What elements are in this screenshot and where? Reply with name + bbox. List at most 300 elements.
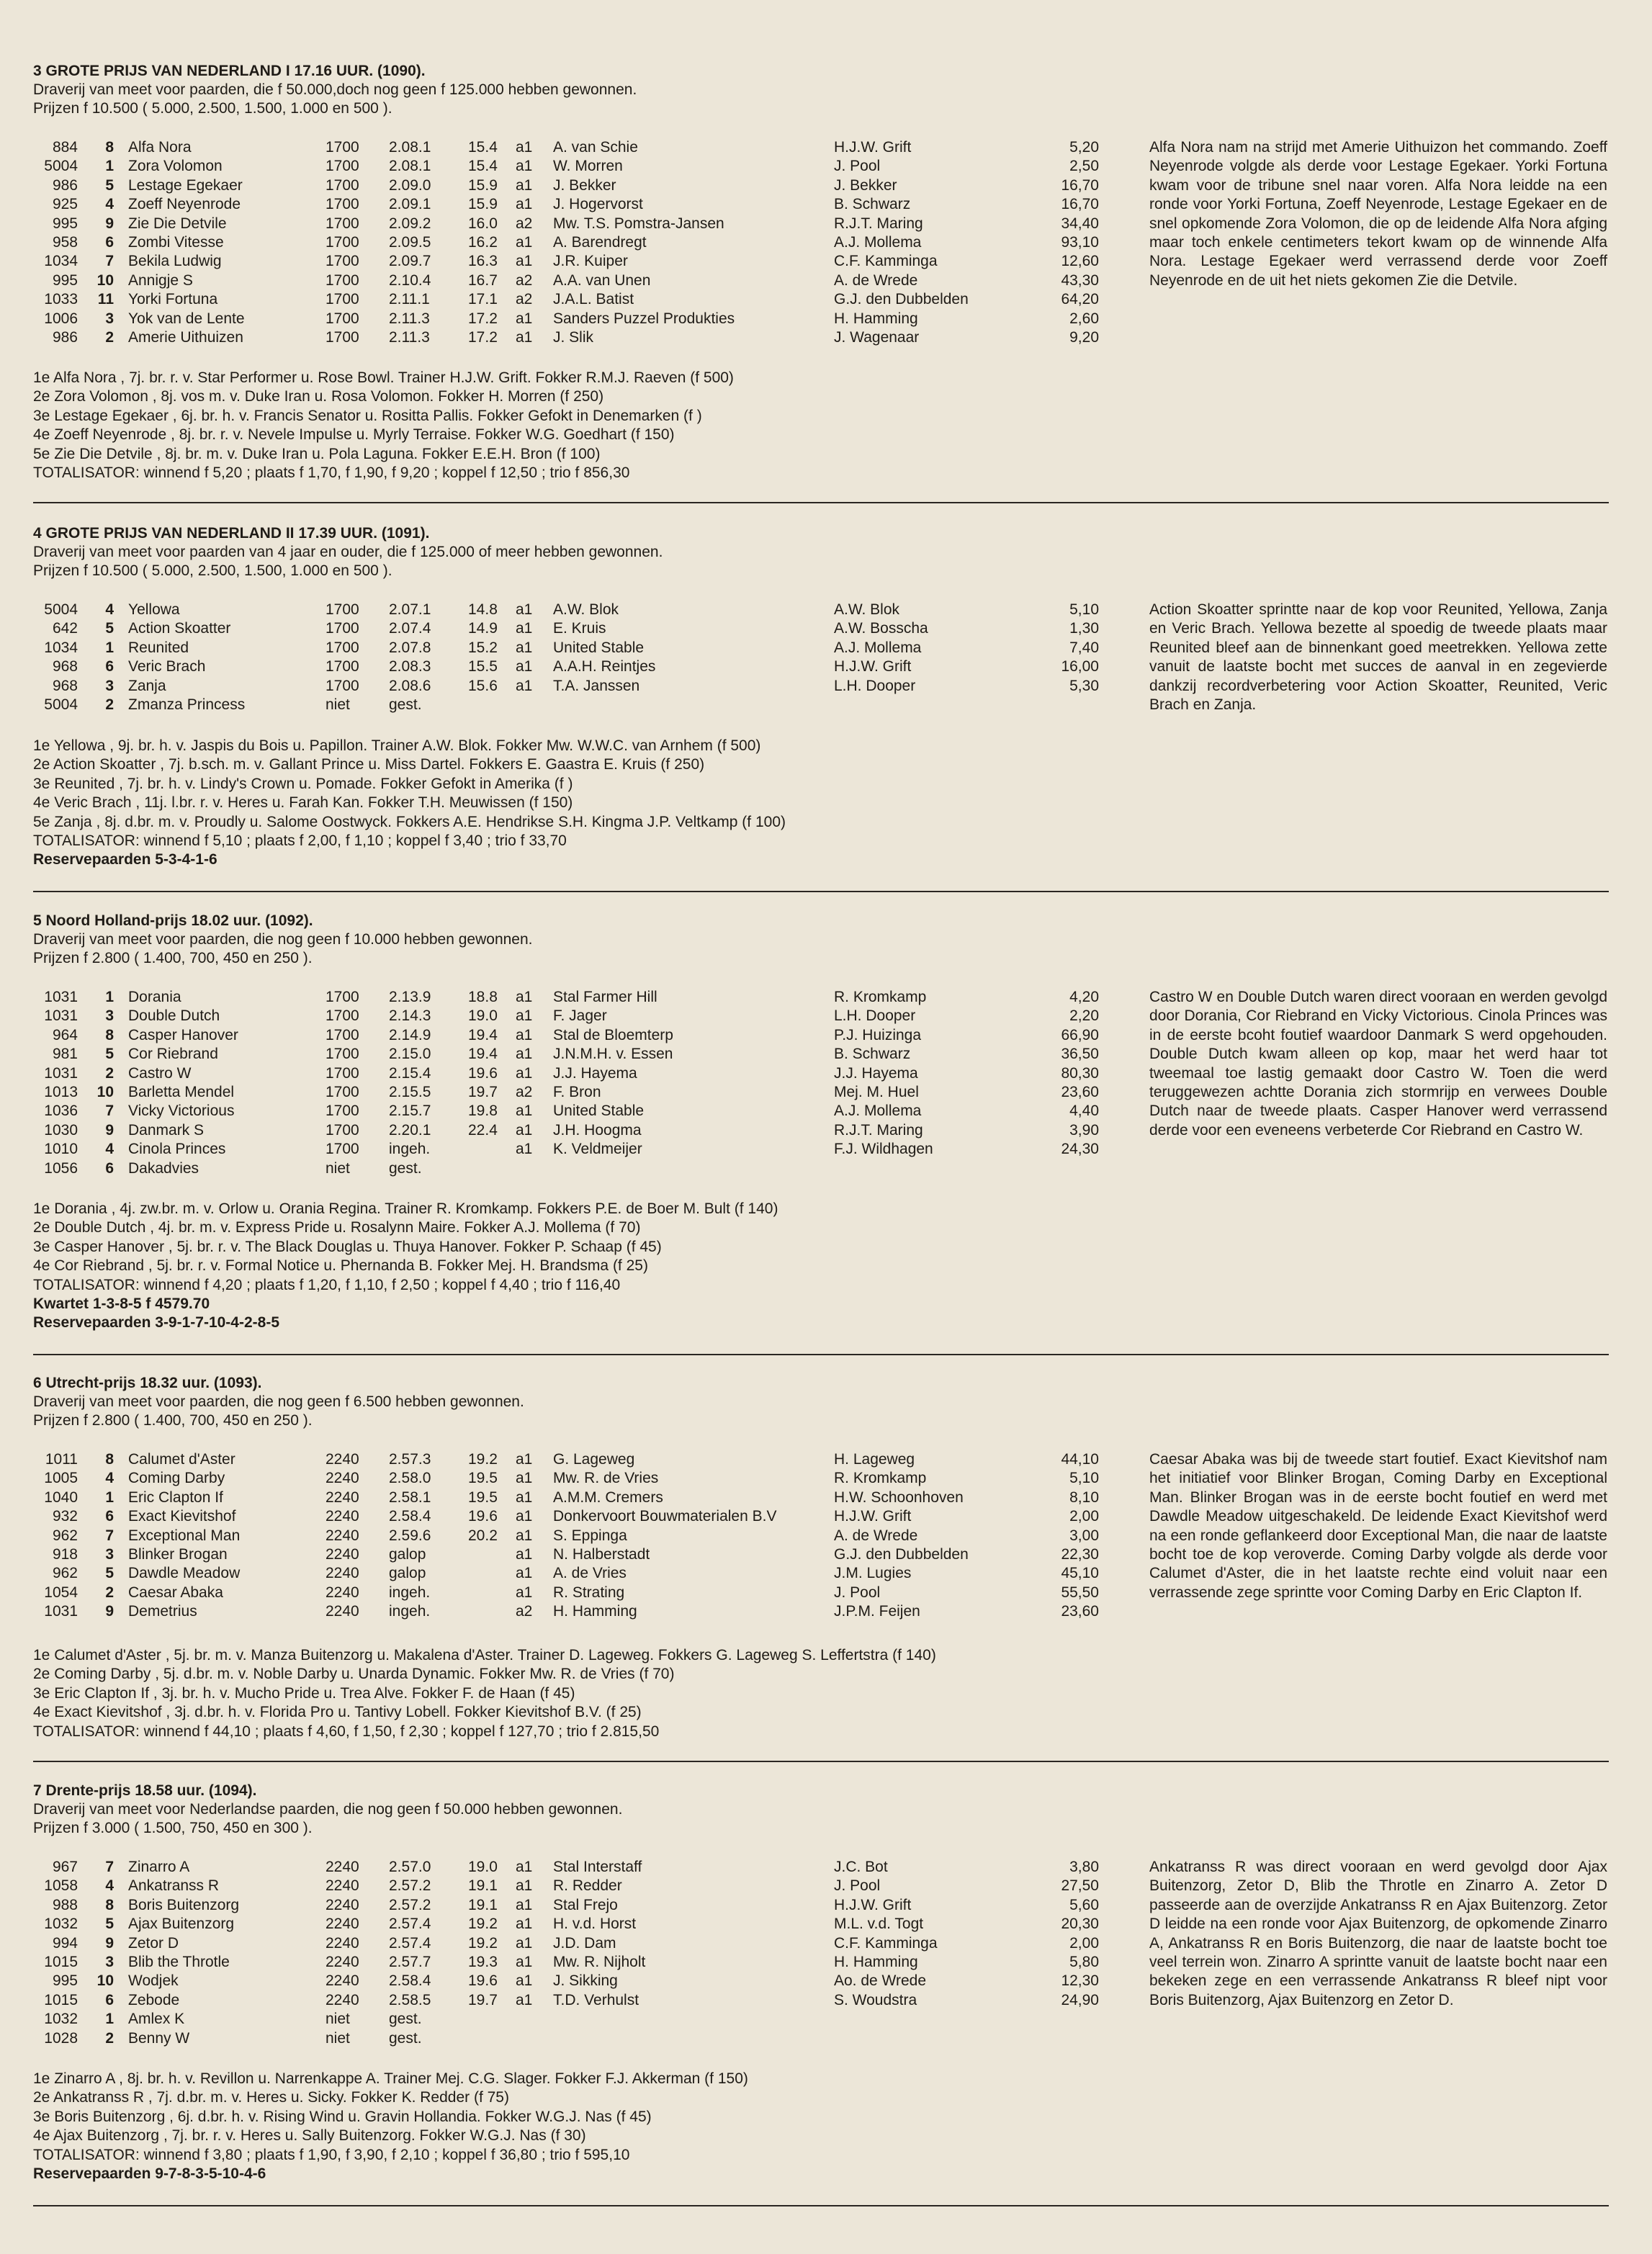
race-commentary: Action Skoatter sprintte naar de kop voor Reunited, Yellowa, Zanja en Veric Brach. Yellowa bezette al spoedig de tweede plaats maar Reunited bleef aan de binnenkant goed meetrekken. Yellowa zette vanuit de laatste bocht met succes de aanval in en zegevierde dankzij recordverbetering voor Action Skoatter, Reunited, Veric Brach en Zanja. bbox=[1149, 601, 1607, 714]
table-row bbox=[0, 1469, 1123, 1488]
horse-name: Reunited bbox=[128, 639, 189, 656]
race-title: 3 GROTE PRIJS VAN NEDERLAND I 17.16 UUR. (1090). bbox=[33, 63, 426, 79]
distance: 2240 bbox=[326, 1953, 359, 1970]
horse-number: 1031 bbox=[44, 1007, 78, 1025]
km-time: 15.9 bbox=[468, 196, 498, 213]
placing-line: 4e Zoeff Neyenrode , 8j. br. r. v. Nevele Impulse u. Myrly Terraise. Fokker W.G. Goedhart (f 150) bbox=[33, 426, 675, 444]
table-row bbox=[0, 1121, 1123, 1140]
start-number: 1 bbox=[105, 639, 114, 656]
rating-code: a1 bbox=[516, 158, 533, 175]
owner-name: S. Eppinga bbox=[553, 1527, 627, 1544]
km-time: 19.0 bbox=[468, 1859, 498, 1875]
owner-name: T.A. Janssen bbox=[553, 677, 640, 694]
odds-value: 20,30 bbox=[1061, 1916, 1099, 1933]
table-row bbox=[0, 1026, 1123, 1045]
odds-value: 2,00 bbox=[1069, 1934, 1099, 1952]
horse-name: Wodjek bbox=[128, 1972, 179, 1990]
table-row bbox=[0, 271, 1123, 290]
driver-name: J. Bekker bbox=[834, 176, 897, 194]
start-number: 7 bbox=[105, 253, 114, 270]
table-row bbox=[0, 1007, 1123, 1025]
odds-value: 5,30 bbox=[1069, 677, 1099, 694]
distance: 1700 bbox=[326, 1026, 359, 1043]
start-number: 4 bbox=[105, 1470, 114, 1487]
race-time: 2.57.4 bbox=[389, 1916, 431, 1933]
start-number: 4 bbox=[105, 601, 114, 618]
results-table bbox=[0, 1858, 1123, 2048]
horse-number: 1034 bbox=[44, 639, 78, 656]
distance: 1700 bbox=[326, 639, 359, 656]
start-number: 10 bbox=[96, 271, 114, 289]
reserve-horses-line: Reservepaarden 9-7-8-3-5-10-4-6 bbox=[33, 2165, 266, 2183]
finish-details bbox=[33, 1200, 1157, 1333]
driver-name: L.H. Dooper bbox=[834, 677, 916, 694]
horse-name: Barletta Mendel bbox=[128, 1083, 235, 1100]
driver-name: M.L. v.d. Togt bbox=[834, 1916, 924, 1933]
odds-value: 80,30 bbox=[1061, 1064, 1099, 1082]
distance: 2240 bbox=[326, 1859, 359, 1875]
table-row bbox=[0, 1877, 1123, 1895]
race-time: gest. bbox=[389, 1159, 422, 1177]
odds-value: 44,10 bbox=[1061, 1451, 1099, 1468]
distance: 1700 bbox=[326, 139, 359, 156]
horse-name: Castro W bbox=[128, 1064, 192, 1082]
odds-value: 64,20 bbox=[1061, 291, 1099, 308]
horse-name: Dawdle Meadow bbox=[128, 1565, 241, 1582]
driver-name: J.J. Hayema bbox=[834, 1064, 918, 1082]
table-row bbox=[0, 639, 1123, 657]
distance: 2240 bbox=[326, 1972, 359, 1990]
race-time: 2.09.2 bbox=[389, 215, 431, 232]
driver-name: J. Pool bbox=[834, 1584, 881, 1601]
horse-number: 1032 bbox=[44, 1916, 78, 1933]
finish-details bbox=[33, 1646, 1157, 1741]
rating-code: a2 bbox=[516, 271, 533, 289]
km-time: 19.0 bbox=[468, 1007, 498, 1025]
horse-name: Zoeff Neyenrode bbox=[128, 196, 241, 213]
driver-name: H.J.W. Grift bbox=[834, 139, 912, 156]
table-row bbox=[0, 1527, 1123, 1545]
owner-name: J. Slik bbox=[553, 328, 594, 346]
start-number: 5 bbox=[105, 1565, 114, 1582]
horse-name: Zmanza Princess bbox=[128, 696, 246, 713]
horse-name: Vicky Victorious bbox=[128, 1103, 235, 1120]
rating-code: a1 bbox=[516, 1527, 533, 1544]
rating-code: a1 bbox=[516, 601, 533, 618]
start-number: 3 bbox=[105, 677, 114, 694]
horse-number: 1031 bbox=[44, 1603, 78, 1620]
horse-name: Zombi Vitesse bbox=[128, 233, 224, 251]
km-time: 19.2 bbox=[468, 1934, 498, 1952]
race-time: 2.07.1 bbox=[389, 601, 431, 618]
distance: 1700 bbox=[326, 601, 359, 618]
owner-name: Sanders Puzzel Produkties bbox=[553, 310, 735, 327]
driver-name: A. de Wrede bbox=[834, 271, 918, 289]
horse-name: Yorki Fortuna bbox=[128, 291, 218, 308]
horse-name: Dorania bbox=[128, 989, 181, 1005]
odds-value: 55,50 bbox=[1061, 1584, 1099, 1601]
distance: 1700 bbox=[326, 1103, 359, 1120]
placing-line: 3e Casper Hanover , 5j. br. r. v. The Black Douglas u. Thuya Hanover. Fokker P. Schaap (f 45) bbox=[33, 1238, 662, 1255]
owner-name: A.A.H. Reintjes bbox=[553, 658, 656, 675]
odds-value: 9,20 bbox=[1069, 328, 1099, 346]
horse-number: 1056 bbox=[44, 1159, 78, 1177]
rating-code: a1 bbox=[516, 233, 533, 251]
race-commentary: Ankatranss R was direct vooraan en werd gevolgd door Ajax Buitenzorg, Zetor D, Blib the Throtle en Zinarro A. Zetor D passeerde aan de overzijde Ankatranss R en Ajax Buitenzorg. Zetor D leidde na een ronde voor Ajax Buitenzorg, de opkomende Zinarro A, Ankatranss R en Boris Buitenzorg, die naar de laatste bocht toe veel terrein won. Zinarro A sprintte vanuit de laatste bocht naar een bekeken zege en een verrassende Ankatranss R bleef nipt voor Boris Buitenzorg, Ajax Buitenzorg en Zetor D. bbox=[1149, 1859, 1607, 2008]
start-number: 11 bbox=[97, 291, 114, 308]
horse-number: 968 bbox=[52, 658, 78, 675]
race-time: gest. bbox=[389, 2029, 422, 2047]
placing-line: 3e Reunited , 7j. br. h. v. Lindy's Crown u. Pomade. Fokker Gefokt in Amerika (f ) bbox=[33, 775, 573, 792]
rating-code: a1 bbox=[516, 253, 533, 270]
owner-name: Mw. T.S. Pomstra-Jansen bbox=[553, 215, 724, 232]
owner-name: K. Veldmeijer bbox=[553, 1141, 642, 1158]
table-row bbox=[0, 2010, 1123, 2029]
table-row bbox=[0, 1450, 1123, 1469]
km-time: 15.4 bbox=[468, 158, 498, 175]
placing-line: 4e Cor Riebrand , 5j. br. r. v. Formal Notice u. Phernanda B. Fokker Mej. H. Brandsma (f 25) bbox=[33, 1257, 648, 1275]
finish-details bbox=[33, 737, 1157, 870]
odds-value: 16,70 bbox=[1061, 176, 1099, 194]
race-time: ingeh. bbox=[389, 1603, 431, 1620]
horse-number: 1034 bbox=[44, 253, 78, 270]
table-row bbox=[0, 138, 1123, 157]
placing-line: 2e Action Skoatter , 7j. b.sch. m. v. Gallant Prince u. Miss Dartel. Fokkers E. Gaastra E. Kruis (f 250) bbox=[33, 756, 705, 773]
owner-name: A. van Schie bbox=[553, 139, 638, 156]
driver-name: R. Kromkamp bbox=[834, 1470, 927, 1487]
owner-name: R. Redder bbox=[553, 1877, 622, 1895]
start-number: 6 bbox=[105, 658, 114, 675]
table-row bbox=[0, 176, 1123, 195]
start-number: 8 bbox=[105, 139, 114, 156]
horse-number: 1006 bbox=[44, 310, 78, 327]
race-time: 2.14.3 bbox=[389, 1007, 431, 1025]
distance: niet bbox=[326, 1159, 350, 1177]
start-number: 8 bbox=[105, 1896, 114, 1913]
rating-code: a1 bbox=[516, 1877, 533, 1895]
odds-value: 1,30 bbox=[1069, 620, 1099, 637]
km-time: 19.3 bbox=[468, 1953, 498, 1970]
odds-value: 5,10 bbox=[1069, 1470, 1099, 1487]
distance: 1700 bbox=[326, 328, 359, 346]
horse-number: 884 bbox=[52, 139, 78, 156]
race-time: 2.09.5 bbox=[389, 233, 431, 251]
horse-name: Coming Darby bbox=[128, 1470, 225, 1487]
driver-name: J. Pool bbox=[834, 1877, 881, 1895]
distance: 1700 bbox=[326, 271, 359, 289]
start-number: 1 bbox=[105, 989, 114, 1005]
horse-number: 967 bbox=[52, 1859, 78, 1875]
totalisator-line: TOTALISATOR: winnend f 5,20 ; plaats f 1,70, f 1,90, f 9,20 ; koppel f 12,50 ; trio f 856,30 bbox=[33, 464, 630, 482]
race-time: 2.58.4 bbox=[389, 1508, 431, 1525]
race-time: 2.14.9 bbox=[389, 1026, 431, 1043]
table-row bbox=[0, 195, 1123, 214]
results-table bbox=[0, 138, 1123, 347]
odds-value: 5,80 bbox=[1069, 1953, 1099, 1970]
odds-value: 23,60 bbox=[1061, 1603, 1099, 1620]
race-time: 2.13.9 bbox=[389, 989, 431, 1005]
table-row bbox=[0, 601, 1123, 619]
owner-name: A.A. van Unen bbox=[553, 271, 651, 289]
horse-name: Demetrius bbox=[128, 1603, 197, 1620]
race-time: 2.15.7 bbox=[389, 1103, 431, 1120]
table-row bbox=[0, 1972, 1123, 1990]
odds-value: 34,40 bbox=[1061, 215, 1099, 232]
section-divider bbox=[33, 1354, 1609, 1355]
rating-code: a1 bbox=[516, 658, 533, 675]
km-time: 19.6 bbox=[468, 1972, 498, 1990]
rating-code: a1 bbox=[516, 677, 533, 694]
owner-name: H. Hamming bbox=[553, 1603, 637, 1620]
start-number: 7 bbox=[105, 1859, 114, 1875]
distance: 2240 bbox=[326, 1877, 359, 1895]
km-time: 19.4 bbox=[468, 1046, 498, 1063]
distance: 2240 bbox=[326, 1896, 359, 1913]
driver-name: J.M. Lugies bbox=[834, 1565, 912, 1582]
km-time: 19.7 bbox=[468, 1991, 498, 2008]
driver-name: B. Schwarz bbox=[834, 196, 911, 213]
distance: 1700 bbox=[326, 989, 359, 1005]
km-time: 15.2 bbox=[468, 639, 498, 656]
km-time: 19.2 bbox=[468, 1451, 498, 1468]
horse-name: Lestage Egekaer bbox=[128, 176, 243, 194]
horse-name: Blib the Throtle bbox=[128, 1953, 230, 1970]
race-time: galop bbox=[389, 1545, 426, 1563]
race-time: 2.08.1 bbox=[389, 158, 431, 175]
horse-name: Alfa Nora bbox=[128, 139, 192, 156]
section-divider bbox=[33, 2205, 1609, 2206]
start-number: 6 bbox=[105, 1159, 114, 1177]
start-number: 5 bbox=[105, 1916, 114, 1933]
odds-value: 4,40 bbox=[1069, 1103, 1099, 1120]
horse-name: Caesar Abaka bbox=[128, 1584, 223, 1601]
horse-number: 642 bbox=[52, 620, 78, 637]
distance: 2240 bbox=[326, 1489, 359, 1506]
rating-code: a1 bbox=[516, 1046, 533, 1063]
distance: 1700 bbox=[326, 176, 359, 194]
table-row bbox=[0, 290, 1123, 309]
race-conditions: Draverij van meet voor Nederlandse paarden, die nog geen f 50.000 hebben gewonnen. bbox=[33, 1801, 623, 1818]
placing-line: 2e Ankatranss R , 7j. d.br. m. v. Heres u. Sicky. Fokker K. Redder (f 75) bbox=[33, 2089, 509, 2106]
reserve-horses-line: Reservepaarden 5-3-4-1-6 bbox=[33, 851, 217, 868]
race-time: 2.09.1 bbox=[389, 196, 431, 213]
odds-value: 8,10 bbox=[1069, 1489, 1099, 1506]
horse-name: Double Dutch bbox=[128, 1007, 220, 1025]
km-time: 15.5 bbox=[468, 658, 498, 675]
distance: 1700 bbox=[326, 620, 359, 637]
race-header bbox=[33, 912, 533, 968]
driver-name: H.J.W. Grift bbox=[834, 658, 912, 675]
rating-code: a1 bbox=[516, 1141, 533, 1158]
odds-value: 66,90 bbox=[1061, 1026, 1099, 1043]
table-row bbox=[0, 677, 1123, 696]
distance: 1700 bbox=[326, 233, 359, 251]
horse-name: Veric Brach bbox=[128, 658, 206, 675]
race-time: 2.58.0 bbox=[389, 1470, 431, 1487]
race-time: 2.07.8 bbox=[389, 639, 431, 656]
distance: 2240 bbox=[326, 1470, 359, 1487]
odds-value: 3,80 bbox=[1069, 1859, 1099, 1875]
placing-line: 1e Calumet d'Aster , 5j. br. m. v. Manza Buitenzorg u. Makalena d'Aster. Trainer D. Lageweg. Fokkers G. Lageweg S. Leffertstra (f 140) bbox=[33, 1647, 936, 1663]
table-row bbox=[0, 1083, 1123, 1102]
rating-code: a1 bbox=[516, 176, 533, 194]
km-time: 19.6 bbox=[468, 1508, 498, 1525]
table-row bbox=[0, 1602, 1123, 1621]
driver-name: B. Schwarz bbox=[834, 1046, 911, 1063]
horse-name: Zinarro A bbox=[128, 1859, 190, 1875]
owner-name: A. Barendregt bbox=[553, 233, 647, 251]
horse-name: Calumet d'Aster bbox=[128, 1451, 235, 1468]
start-number: 2 bbox=[105, 696, 114, 713]
owner-name: W. Morren bbox=[553, 158, 623, 175]
start-number: 8 bbox=[105, 1451, 114, 1468]
horse-number: 932 bbox=[52, 1508, 78, 1525]
race-time: 2.11.3 bbox=[389, 328, 430, 346]
km-time: 19.4 bbox=[468, 1026, 498, 1043]
km-time: 16.2 bbox=[468, 233, 498, 251]
kwartet-line: Kwartet 1-3-8-5 f 4579.70 bbox=[33, 1296, 210, 1313]
horse-name: Danmark S bbox=[128, 1121, 205, 1139]
km-time: 19.1 bbox=[468, 1896, 498, 1913]
rating-code: a1 bbox=[516, 1953, 533, 1970]
placing-line: 3e Lestage Egekaer , 6j. br. h. v. Francis Senator u. Rositta Pallis. Fokker Gefokt in Denemarken (f ) bbox=[33, 407, 702, 424]
start-number: 4 bbox=[105, 196, 114, 213]
horse-number: 995 bbox=[52, 215, 78, 232]
start-number: 3 bbox=[105, 1953, 114, 1970]
km-time: 22.4 bbox=[468, 1121, 498, 1139]
km-time: 16.7 bbox=[468, 271, 498, 289]
rating-code: a1 bbox=[516, 139, 533, 156]
start-number: 6 bbox=[105, 233, 114, 251]
finish-details bbox=[33, 2070, 1157, 2183]
placing-line: 1e Yellowa , 9j. br. h. v. Jaspis du Bois u. Papillon. Trainer A.W. Blok. Fokker Mw. W.W.C. van Arnhem (f 500) bbox=[33, 737, 761, 754]
horse-name: Zebode bbox=[128, 1991, 180, 2008]
rating-code: a2 bbox=[516, 1603, 533, 1620]
owner-name: Mw. R. Nijholt bbox=[553, 1953, 646, 1970]
race-time: 2.59.6 bbox=[389, 1527, 431, 1544]
rating-code: a1 bbox=[516, 1584, 533, 1601]
table-row bbox=[0, 2029, 1123, 2048]
table-row bbox=[0, 1159, 1123, 1178]
horse-number: 962 bbox=[52, 1565, 78, 1582]
horse-name: Zanja bbox=[128, 677, 166, 694]
horse-name: Zie Die Detvile bbox=[128, 215, 227, 232]
race-time: 2.57.2 bbox=[389, 1896, 431, 1913]
distance: 2240 bbox=[326, 1603, 359, 1620]
odds-value: 4,20 bbox=[1069, 989, 1099, 1005]
rating-code: a1 bbox=[516, 1121, 533, 1139]
distance: 2240 bbox=[326, 1565, 359, 1582]
km-time: 19.5 bbox=[468, 1470, 498, 1487]
rating-code: a1 bbox=[516, 1489, 533, 1506]
section-divider bbox=[33, 1761, 1609, 1762]
driver-name: R.J.T. Maring bbox=[834, 215, 923, 232]
owner-name: F. Bron bbox=[553, 1083, 601, 1100]
race-conditions: Draverij van meet voor paarden, die f 50.000,doch nog geen f 125.000 hebben gewonnen. bbox=[33, 81, 637, 98]
placing-line: 1e Zinarro A , 8j. br. h. v. Revillon u. Narrenkappe A. Trainer Mej. C.G. Slager. Fokker F.J. Akkerman (f 150) bbox=[33, 2070, 748, 2087]
horse-name: Ajax Buitenzorg bbox=[128, 1916, 235, 1933]
race-title: 4 GROTE PRIJS VAN NEDERLAND II 17.39 UUR. (1091). bbox=[33, 525, 430, 542]
owner-name: Stal Farmer Hill bbox=[553, 989, 657, 1005]
table-row bbox=[0, 1507, 1123, 1526]
horse-number: 1030 bbox=[44, 1121, 78, 1139]
table-row bbox=[0, 215, 1123, 233]
horse-number: 995 bbox=[52, 271, 78, 289]
race-header bbox=[33, 1782, 622, 1838]
distance: 1700 bbox=[326, 215, 359, 232]
race-time: 2.15.5 bbox=[389, 1083, 431, 1100]
table-row bbox=[0, 1102, 1123, 1121]
horse-number: 968 bbox=[52, 677, 78, 694]
distance: 2240 bbox=[326, 1451, 359, 1468]
race-prizes: Prijzen f 2.800 ( 1.400, 700, 450 en 250 ). bbox=[33, 1412, 313, 1429]
distance: 1700 bbox=[326, 291, 359, 308]
odds-value: 2,60 bbox=[1069, 310, 1099, 327]
rating-code: a1 bbox=[516, 1470, 533, 1487]
horse-number: 5004 bbox=[44, 696, 78, 713]
owner-name: J. Hogervorst bbox=[553, 196, 643, 213]
owner-name: J.J. Hayema bbox=[553, 1064, 637, 1082]
placing-line: 1e Alfa Nora , 7j. br. r. v. Star Performer u. Rose Bowl. Trainer H.J.W. Grift. Fokker R.M.J. Raeven (f 500) bbox=[33, 369, 734, 386]
horse-name: Exceptional Man bbox=[128, 1527, 241, 1544]
table-row bbox=[0, 328, 1123, 347]
horse-number: 1031 bbox=[44, 989, 78, 1005]
owner-name: H. v.d. Horst bbox=[553, 1916, 637, 1933]
table-row bbox=[0, 1896, 1123, 1915]
horse-name: Bekila Ludwig bbox=[128, 253, 222, 270]
start-number: 1 bbox=[105, 158, 114, 175]
start-number: 7 bbox=[105, 1527, 114, 1544]
start-number: 9 bbox=[105, 1603, 114, 1620]
rating-code: a1 bbox=[516, 1896, 533, 1913]
driver-name: A.J. Mollema bbox=[834, 639, 922, 656]
distance: 1700 bbox=[326, 1121, 359, 1139]
placing-line: 2e Double Dutch , 4j. br. m. v. Express Pride u. Rosalynn Maire. Fokker A.J. Mollema (f 70) bbox=[33, 1219, 641, 1236]
start-number: 3 bbox=[105, 310, 114, 327]
rating-code: a1 bbox=[516, 310, 533, 327]
race-conditions: Draverij van meet voor paarden van 4 jaar en ouder, die f 125.000 of meer hebben gewonnen. bbox=[33, 544, 663, 560]
km-time: 19.7 bbox=[468, 1083, 498, 1100]
table-row bbox=[0, 696, 1123, 714]
km-time: 15.4 bbox=[468, 139, 498, 156]
odds-value: 12,60 bbox=[1061, 253, 1099, 270]
horse-number: 1058 bbox=[44, 1877, 78, 1895]
owner-name: J.D. Dam bbox=[553, 1934, 616, 1952]
table-row bbox=[0, 1064, 1123, 1083]
horse-name: Exact Kievitshof bbox=[128, 1508, 236, 1525]
rating-code: a1 bbox=[516, 1859, 533, 1875]
race-time: 2.20.1 bbox=[389, 1121, 431, 1139]
table-row bbox=[0, 1140, 1123, 1159]
placing-line: 5e Zie Die Detvile , 8j. br. m. v. Duke Iran u. Pola Laguna. Fokker E.E.H. Bron (f 100) bbox=[33, 445, 601, 462]
rating-code: a1 bbox=[516, 620, 533, 637]
distance: 1700 bbox=[326, 253, 359, 270]
race-title: 7 Drente-prijs 18.58 uur. (1094). bbox=[33, 1782, 257, 1799]
distance: 2240 bbox=[326, 1991, 359, 2008]
start-number: 2 bbox=[105, 328, 114, 346]
start-number: 6 bbox=[105, 1508, 114, 1525]
driver-name: A.J. Mollema bbox=[834, 233, 922, 251]
horse-name: Yellowa bbox=[128, 601, 180, 618]
race-time: 2.08.1 bbox=[389, 139, 431, 156]
start-number: 1 bbox=[105, 2011, 114, 2028]
owner-name: A.M.M. Cremers bbox=[553, 1489, 663, 1506]
race-time: 2.58.5 bbox=[389, 1991, 431, 2008]
horse-number: 964 bbox=[52, 1026, 78, 1043]
table-row bbox=[0, 1915, 1123, 1934]
odds-value: 45,10 bbox=[1061, 1565, 1099, 1582]
table-row bbox=[0, 619, 1123, 638]
